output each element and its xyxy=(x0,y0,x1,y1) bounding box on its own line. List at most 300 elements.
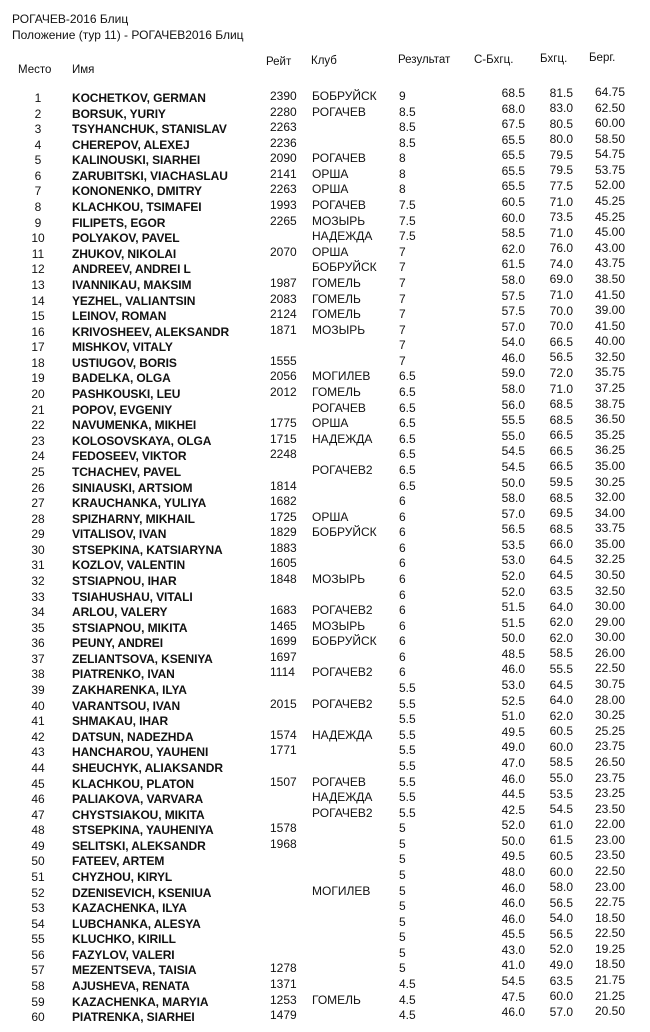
name-cell: KLACHKOU, PLATON xyxy=(72,776,194,791)
berger-cell: 62.50 xyxy=(594,100,625,115)
result-cell: 5 xyxy=(399,883,406,898)
place-cell: 7 xyxy=(34,184,42,199)
rating-cell: 1829 xyxy=(270,525,297,540)
sbuchholz-cell: 52.0 xyxy=(501,568,525,583)
sbuchholz-cell: 50.0 xyxy=(501,475,525,490)
result-cell: 5.5 xyxy=(399,790,416,805)
club-cell: МОЗЫРЬ xyxy=(312,571,366,586)
club-cell: НАДЕЖДА xyxy=(312,790,373,805)
buchholz-cell: 71.0 xyxy=(549,288,573,303)
result-cell: 7 xyxy=(399,322,406,337)
sbuchholz-cell: 45.5 xyxy=(501,927,525,942)
place-cell: 48 xyxy=(31,823,45,838)
rating-cell: 1814 xyxy=(270,478,297,493)
buchholz-cell: 66.0 xyxy=(549,537,573,552)
place-cell: 49 xyxy=(31,838,45,853)
berger-cell: 21.25 xyxy=(594,988,625,1003)
name-cell: KONONENKO, DMITRY xyxy=(72,184,202,199)
berger-cell: 53.75 xyxy=(594,162,625,177)
header-result: Результат xyxy=(398,54,451,66)
berger-cell: 37.25 xyxy=(594,381,625,396)
buchholz-cell: 66.5 xyxy=(549,334,573,349)
berger-cell: 45.00 xyxy=(594,225,625,240)
buchholz-cell: 79.5 xyxy=(549,147,573,162)
result-cell: 6 xyxy=(399,571,406,586)
berger-cell: 29.00 xyxy=(594,614,625,629)
name-cell: BORSUK, YURIY xyxy=(72,106,166,121)
club-cell: РОГАЧЕВ xyxy=(312,104,366,119)
rating-cell: 2070 xyxy=(270,244,297,259)
sbuchholz-cell: 57.0 xyxy=(501,506,525,521)
buchholz-cell: 76.0 xyxy=(549,241,573,256)
sbuchholz-cell: 53.5 xyxy=(501,537,525,552)
club-cell: РОГАЧЕВ xyxy=(312,774,366,789)
name-cell: POPOV, EVGENIY xyxy=(72,402,173,417)
result-cell: 7.5 xyxy=(399,213,416,228)
place-cell: 40 xyxy=(31,698,45,713)
rating-cell: 1682 xyxy=(270,494,297,509)
berger-cell: 38.50 xyxy=(594,271,625,286)
result-cell: 6 xyxy=(399,587,406,602)
name-cell: STSEPKINA, KATSIARYNA xyxy=(72,542,223,557)
berger-cell: 45.25 xyxy=(594,194,625,209)
result-cell: 4.5 xyxy=(399,977,416,992)
berger-cell: 45.25 xyxy=(594,209,625,224)
result-cell: 5 xyxy=(399,930,406,945)
result-cell: 5.5 xyxy=(399,743,416,758)
rating-cell: 2263 xyxy=(270,120,297,135)
buchholz-cell: 64.0 xyxy=(549,693,573,708)
sbuchholz-cell: 62.0 xyxy=(501,241,525,256)
name-cell: SHEUCHYK, ALIAKSANDR xyxy=(72,760,223,775)
buchholz-cell: 52.0 xyxy=(549,942,573,957)
result-cell: 6 xyxy=(399,649,406,664)
name-cell: PIATRENKO, IVAN xyxy=(72,667,175,682)
result-cell: 7 xyxy=(399,260,406,275)
name-cell: BADELKA, OLGA xyxy=(72,371,171,386)
place-cell: 54 xyxy=(31,916,45,931)
rating-cell: 1507 xyxy=(270,774,297,789)
berger-cell: 28.00 xyxy=(594,692,625,707)
name-cell: YEZHEL, VALIANTSIN xyxy=(72,293,196,308)
name-cell: KAZACHENKA, ILYA xyxy=(72,901,187,916)
name-cell: MEZENTSEVA, TAISIA xyxy=(72,963,197,978)
buchholz-cell: 73.5 xyxy=(549,210,573,225)
sbuchholz-cell: 44.5 xyxy=(501,787,525,802)
sbuchholz-cell: 65.5 xyxy=(501,163,525,178)
place-cell: 11 xyxy=(31,246,45,261)
result-cell: 5.5 xyxy=(399,758,416,773)
berger-cell: 18.50 xyxy=(594,957,625,972)
sbuchholz-cell: 57.5 xyxy=(501,288,525,303)
buchholz-cell: 64.5 xyxy=(549,677,573,692)
club-cell: ГОМЕЛЬ xyxy=(312,275,361,290)
sbuchholz-cell: 46.0 xyxy=(501,911,525,926)
berger-cell: 39.00 xyxy=(594,303,625,318)
rating-cell: 1555 xyxy=(270,353,297,368)
sbuchholz-cell: 53.0 xyxy=(501,678,525,693)
result-cell: 6.5 xyxy=(399,400,416,415)
buchholz-cell: 54.5 xyxy=(549,802,573,817)
buchholz-cell: 69.5 xyxy=(549,506,573,521)
buchholz-cell: 66.5 xyxy=(549,443,573,458)
rating-cell: 1278 xyxy=(270,961,297,976)
name-cell: VARANTSOU, IVAN xyxy=(72,698,181,713)
berger-cell: 35.00 xyxy=(594,458,625,473)
name-cell: KOLOSOVSKAYA, OLGA xyxy=(72,433,212,448)
name-cell: STSEPKINA, YAUHENIYA xyxy=(72,823,214,838)
result-cell: 7.5 xyxy=(399,198,416,213)
place-cell: 41 xyxy=(31,714,45,729)
result-cell: 6 xyxy=(399,540,406,555)
result-cell: 6 xyxy=(399,556,406,571)
club-cell: РОГАЧЕВ2 xyxy=(312,805,373,820)
sbuchholz-cell: 65.5 xyxy=(501,132,525,147)
name-cell: PALIAKOVA, VARVARA xyxy=(72,792,204,807)
berger-cell: 40.00 xyxy=(594,334,625,349)
name-cell: KLACHKOU, TSIMAFEI xyxy=(72,200,202,215)
berger-cell: 19.25 xyxy=(594,941,625,956)
berger-cell: 30.25 xyxy=(594,708,625,723)
buchholz-cell: 62.0 xyxy=(549,630,573,645)
sbuchholz-cell: 48.0 xyxy=(501,865,525,879)
buchholz-cell: 58.5 xyxy=(549,646,573,661)
place-cell: 59 xyxy=(31,994,45,1009)
document-title: РОГАЧЕВ-2016 Блиц xyxy=(12,12,129,26)
name-cell: PIATRENKA, SIARHEI xyxy=(72,1010,195,1025)
sbuchholz-cell: 54.0 xyxy=(501,335,525,350)
sbuchholz-cell: 46.0 xyxy=(501,662,525,677)
sbuchholz-cell: 61.5 xyxy=(501,257,525,272)
name-cell: ANDREEV, ANDREI L xyxy=(72,262,191,277)
buchholz-cell: 74.0 xyxy=(549,256,573,271)
place-cell: 14 xyxy=(31,293,45,308)
place-cell: 6 xyxy=(34,168,42,183)
name-cell: IVANNIKAU, MAKSIM xyxy=(72,277,192,292)
place-cell: 29 xyxy=(31,527,45,542)
name-cell: KOCHETKOV, GERMAN xyxy=(72,91,206,105)
club-cell: МОЗЫРЬ xyxy=(312,213,366,228)
buchholz-cell: 58.5 xyxy=(549,755,573,770)
place-cell: 31 xyxy=(31,558,45,573)
place-cell: 8 xyxy=(34,200,42,215)
result-cell: 7 xyxy=(399,291,406,306)
buchholz-cell: 60.5 xyxy=(549,848,573,863)
club-cell: РОГАЧЕВ2 xyxy=(312,665,373,680)
buchholz-cell: 81.5 xyxy=(549,85,573,100)
berger-cell: 20.50 xyxy=(594,1004,625,1019)
table-row xyxy=(0,1004,650,1025)
berger-cell: 64.75 xyxy=(594,85,625,99)
sbuchholz-cell: 46.0 xyxy=(501,771,525,786)
sbuchholz-cell: 46.0 xyxy=(501,896,525,911)
club-cell: НАДЕЖДА xyxy=(312,431,373,446)
place-cell: 25 xyxy=(31,464,45,479)
berger-cell: 23.75 xyxy=(594,770,625,785)
result-cell: 5 xyxy=(399,836,406,851)
berger-cell: 43.00 xyxy=(594,240,625,255)
berger-cell: 23.50 xyxy=(594,801,625,816)
club-cell: ОРША xyxy=(312,416,349,431)
berger-cell: 22.50 xyxy=(594,926,625,941)
sbuchholz-cell: 60.0 xyxy=(501,210,525,225)
name-cell: STSIAPNOU, IHAR xyxy=(72,573,177,588)
buchholz-cell: 56.5 xyxy=(549,926,573,941)
club-cell: БОБРУЙСК xyxy=(312,260,377,275)
berger-cell: 35.00 xyxy=(594,536,625,551)
place-cell: 50 xyxy=(31,854,45,869)
place-cell: 33 xyxy=(31,589,45,604)
place-cell: 24 xyxy=(31,449,45,464)
place-cell: 17 xyxy=(31,340,45,355)
name-cell: ZARUBITSKI, VIACHASLAU xyxy=(72,168,228,183)
berger-cell: 23.50 xyxy=(594,848,625,863)
result-cell: 6.5 xyxy=(399,385,416,400)
buchholz-cell: 80.0 xyxy=(549,132,573,147)
berger-cell: 58.50 xyxy=(594,131,625,146)
rating-cell: 1725 xyxy=(270,509,297,524)
sbuchholz-cell: 54.5 xyxy=(501,459,525,474)
sbuchholz-cell: 47.5 xyxy=(501,989,525,1004)
berger-cell: 35.75 xyxy=(594,365,625,380)
header-rating: Рейт xyxy=(266,56,292,68)
result-cell: 8.5 xyxy=(399,120,416,135)
place-cell: 53 xyxy=(31,901,45,916)
rating-cell: 2390 xyxy=(270,89,297,103)
name-cell: CHEREPOV, ALEXEJ xyxy=(72,137,190,152)
place-cell: 34 xyxy=(31,605,45,620)
buchholz-cell: 80.5 xyxy=(549,116,573,131)
sbuchholz-cell: 49.5 xyxy=(501,724,525,739)
sbuchholz-cell: 58.5 xyxy=(501,226,525,241)
buchholz-cell: 49.0 xyxy=(549,957,573,972)
club-cell: НАДЕЖДА xyxy=(312,229,373,244)
sbuchholz-cell: 47.0 xyxy=(501,755,525,770)
place-cell: 44 xyxy=(31,760,45,775)
club-cell: РОГАЧЕВ xyxy=(312,151,366,166)
berger-cell: 32.50 xyxy=(594,583,625,598)
buchholz-cell: 83.0 xyxy=(549,101,573,116)
buchholz-cell: 60.5 xyxy=(549,724,573,739)
berger-cell: 35.25 xyxy=(594,427,625,442)
name-cell: KALINOUSKI, SIARHEI xyxy=(72,153,201,168)
buchholz-cell: 60.0 xyxy=(549,739,573,754)
rating-cell: 2280 xyxy=(270,104,297,119)
name-cell: CHYSTSIAKOU, MIKITA xyxy=(72,807,205,822)
name-cell: LUBCHANKA, ALESYA xyxy=(72,916,201,931)
sbuchholz-cell: 46.0 xyxy=(501,1005,525,1020)
berger-cell: 22.75 xyxy=(594,895,625,910)
sbuchholz-cell: 50.0 xyxy=(501,833,525,848)
result-cell: 7.5 xyxy=(399,229,416,244)
berger-cell: 30.75 xyxy=(594,677,625,692)
name-cell: TCHACHEV, PAVEL xyxy=(72,464,181,479)
name-cell: POLYAKOV, PAVEL xyxy=(72,231,180,246)
header-name: Имя xyxy=(72,64,95,76)
sbuchholz-cell: 65.5 xyxy=(501,179,525,194)
result-cell: 7 xyxy=(399,353,406,368)
result-cell: 8 xyxy=(399,166,406,181)
buchholz-cell: 64.0 xyxy=(549,599,573,614)
place-cell: 9 xyxy=(34,215,42,230)
sbuchholz-cell: 52.0 xyxy=(501,584,525,599)
sbuchholz-cell: 58.0 xyxy=(501,382,525,397)
name-cell: DATSUN, NADEZHDA xyxy=(72,729,194,744)
header-sbuchholz: С-Бхгц. xyxy=(474,54,514,66)
name-cell: SINIAUSKI, ARTSIOM xyxy=(72,480,193,495)
buchholz-cell: 57.0 xyxy=(549,1004,573,1019)
buchholz-cell: 68.5 xyxy=(549,521,573,536)
sbuchholz-cell: 46.0 xyxy=(501,880,525,895)
buchholz-cell: 60.0 xyxy=(549,989,573,1004)
rating-cell: 1253 xyxy=(270,992,297,1007)
berger-cell: 54.75 xyxy=(594,147,625,162)
result-cell: 8 xyxy=(399,151,406,166)
result-cell: 5 xyxy=(399,914,406,929)
place-cell: 22 xyxy=(31,418,45,433)
buchholz-cell: 72.0 xyxy=(549,365,573,380)
place-cell: 52 xyxy=(31,885,45,900)
sbuchholz-cell: 53.0 xyxy=(501,553,525,568)
result-cell: 6 xyxy=(399,618,406,633)
sbuchholz-cell: 51.0 xyxy=(501,709,525,724)
sbuchholz-cell: 46.0 xyxy=(501,350,525,365)
name-cell: FAZYLOV, VALERI xyxy=(72,947,175,962)
berger-cell: 23.75 xyxy=(594,739,625,754)
sbuchholz-cell: 54.5 xyxy=(501,444,525,459)
sbuchholz-cell: 50.0 xyxy=(501,631,525,646)
buchholz-cell: 63.5 xyxy=(549,973,573,988)
name-cell: VITALISOV, IVAN xyxy=(72,527,167,542)
berger-cell: 22.00 xyxy=(594,817,625,832)
result-cell: 8.5 xyxy=(399,135,416,150)
club-cell: РОГАЧЕВ2 xyxy=(312,462,373,477)
place-cell: 4 xyxy=(34,137,42,152)
buchholz-cell: 55.5 xyxy=(549,661,573,676)
rating-cell: 2090 xyxy=(270,151,297,166)
rating-cell: 2265 xyxy=(270,213,297,228)
club-cell: НАДЕЖДА xyxy=(312,727,373,742)
result-cell: 7 xyxy=(399,338,406,353)
name-cell: CHYZHOU, KIRYL xyxy=(72,870,173,884)
result-cell: 5.5 xyxy=(399,712,416,727)
result-cell: 5.5 xyxy=(399,727,416,742)
name-cell: SHMAKAU, IHAR xyxy=(72,714,169,729)
club-cell: РОГАЧЕВ xyxy=(312,400,366,415)
name-cell: TSIAHUSHAU, VITALI xyxy=(72,589,193,604)
buchholz-cell: 60.0 xyxy=(549,864,573,879)
sbuchholz-cell: 43.0 xyxy=(501,942,525,957)
place-cell: 1 xyxy=(34,91,42,105)
berger-cell: 22.50 xyxy=(594,661,625,676)
rating-cell: 2015 xyxy=(270,696,297,711)
name-cell: PASHKOUSKI, LEU xyxy=(72,387,181,402)
name-cell: FEDOSEEV, VIKTOR xyxy=(72,449,187,464)
result-cell: 6.5 xyxy=(399,447,416,462)
result-cell: 6.5 xyxy=(399,478,416,493)
berger-cell: 32.50 xyxy=(594,349,625,364)
club-cell: МОГИЛЕВ xyxy=(312,883,371,898)
place-cell: 45 xyxy=(31,776,45,791)
place-cell: 42 xyxy=(31,729,45,744)
berger-cell: 21.75 xyxy=(594,973,625,988)
result-cell: 5 xyxy=(399,868,406,882)
buchholz-cell: 71.0 xyxy=(549,225,573,240)
name-cell: KRAUCHANKA, YULIYA xyxy=(72,496,207,511)
result-cell: 5 xyxy=(399,899,406,914)
header-place: Место xyxy=(18,64,52,76)
rating-cell: 1987 xyxy=(270,275,297,290)
sbuchholz-cell: 42.5 xyxy=(501,802,525,817)
berger-cell: 25.25 xyxy=(594,723,625,738)
name-cell: NAVUMENKA, MIKHEI xyxy=(72,418,197,433)
club-cell: БОБРУЙСК xyxy=(312,634,377,649)
result-cell: 7 xyxy=(399,275,406,290)
header-buchholz: Бхгц. xyxy=(540,53,568,65)
result-cell: 5 xyxy=(399,852,406,867)
berger-cell: 30.25 xyxy=(594,474,625,489)
buchholz-cell: 64.5 xyxy=(549,568,573,583)
berger-cell: 33.75 xyxy=(594,521,625,536)
result-cell: 6 xyxy=(399,665,406,680)
place-cell: 30 xyxy=(31,542,45,557)
sbuchholz-cell: 57.0 xyxy=(501,319,525,334)
name-cell: MISHKOV, VITALY xyxy=(72,340,173,355)
sbuchholz-cell: 51.5 xyxy=(501,615,525,630)
place-cell: 13 xyxy=(31,277,45,292)
place-cell: 51 xyxy=(31,870,45,884)
sbuchholz-cell: 68.0 xyxy=(501,101,525,116)
result-cell: 8.5 xyxy=(399,104,416,119)
buchholz-cell: 58.0 xyxy=(549,880,573,895)
result-cell: 6.5 xyxy=(399,431,416,446)
berger-cell: 30.00 xyxy=(594,599,625,614)
place-cell: 32 xyxy=(31,573,45,588)
buchholz-cell: 64.5 xyxy=(549,552,573,567)
place-cell: 16 xyxy=(31,324,45,339)
name-cell: KAZACHENKA, MARYIA xyxy=(72,994,209,1009)
name-cell: SPIZHARNY, MIKHAIL xyxy=(72,511,195,526)
sbuchholz-cell: 68.5 xyxy=(501,86,525,100)
buchholz-cell: 66.5 xyxy=(549,459,573,474)
place-cell: 26 xyxy=(31,480,45,495)
rating-cell: 2248 xyxy=(270,447,297,462)
buchholz-cell: 68.5 xyxy=(549,412,573,427)
berger-cell: 18.50 xyxy=(594,910,625,925)
name-cell: KOZLOV, VALENTIN xyxy=(72,558,186,573)
result-cell: 6 xyxy=(399,494,406,509)
name-cell: ZAKHARENKA, ILYA xyxy=(72,683,187,698)
berger-cell: 26.50 xyxy=(594,754,625,769)
place-cell: 57 xyxy=(31,963,45,978)
buchholz-cell: 71.0 xyxy=(549,381,573,396)
sbuchholz-cell: 49.0 xyxy=(501,740,525,755)
sbuchholz-cell: 52.5 xyxy=(501,693,525,708)
place-cell: 2 xyxy=(34,106,42,121)
buchholz-cell: 62.0 xyxy=(549,615,573,630)
result-cell: 5.5 xyxy=(399,696,416,711)
rating-cell: 1993 xyxy=(270,198,297,213)
place-cell: 28 xyxy=(31,511,45,526)
name-cell: HANCHAROU, YAUHENI xyxy=(72,745,209,760)
sbuchholz-cell: 58.0 xyxy=(501,491,525,506)
buchholz-cell: 61.0 xyxy=(549,817,573,832)
name-cell: PEUNY, ANDREI xyxy=(72,636,163,651)
sbuchholz-cell: 55.0 xyxy=(501,428,525,443)
place-cell: 46 xyxy=(31,792,45,807)
club-cell: ГОМЕЛЬ xyxy=(312,992,361,1007)
club-cell: ГОМЕЛЬ xyxy=(312,307,361,322)
